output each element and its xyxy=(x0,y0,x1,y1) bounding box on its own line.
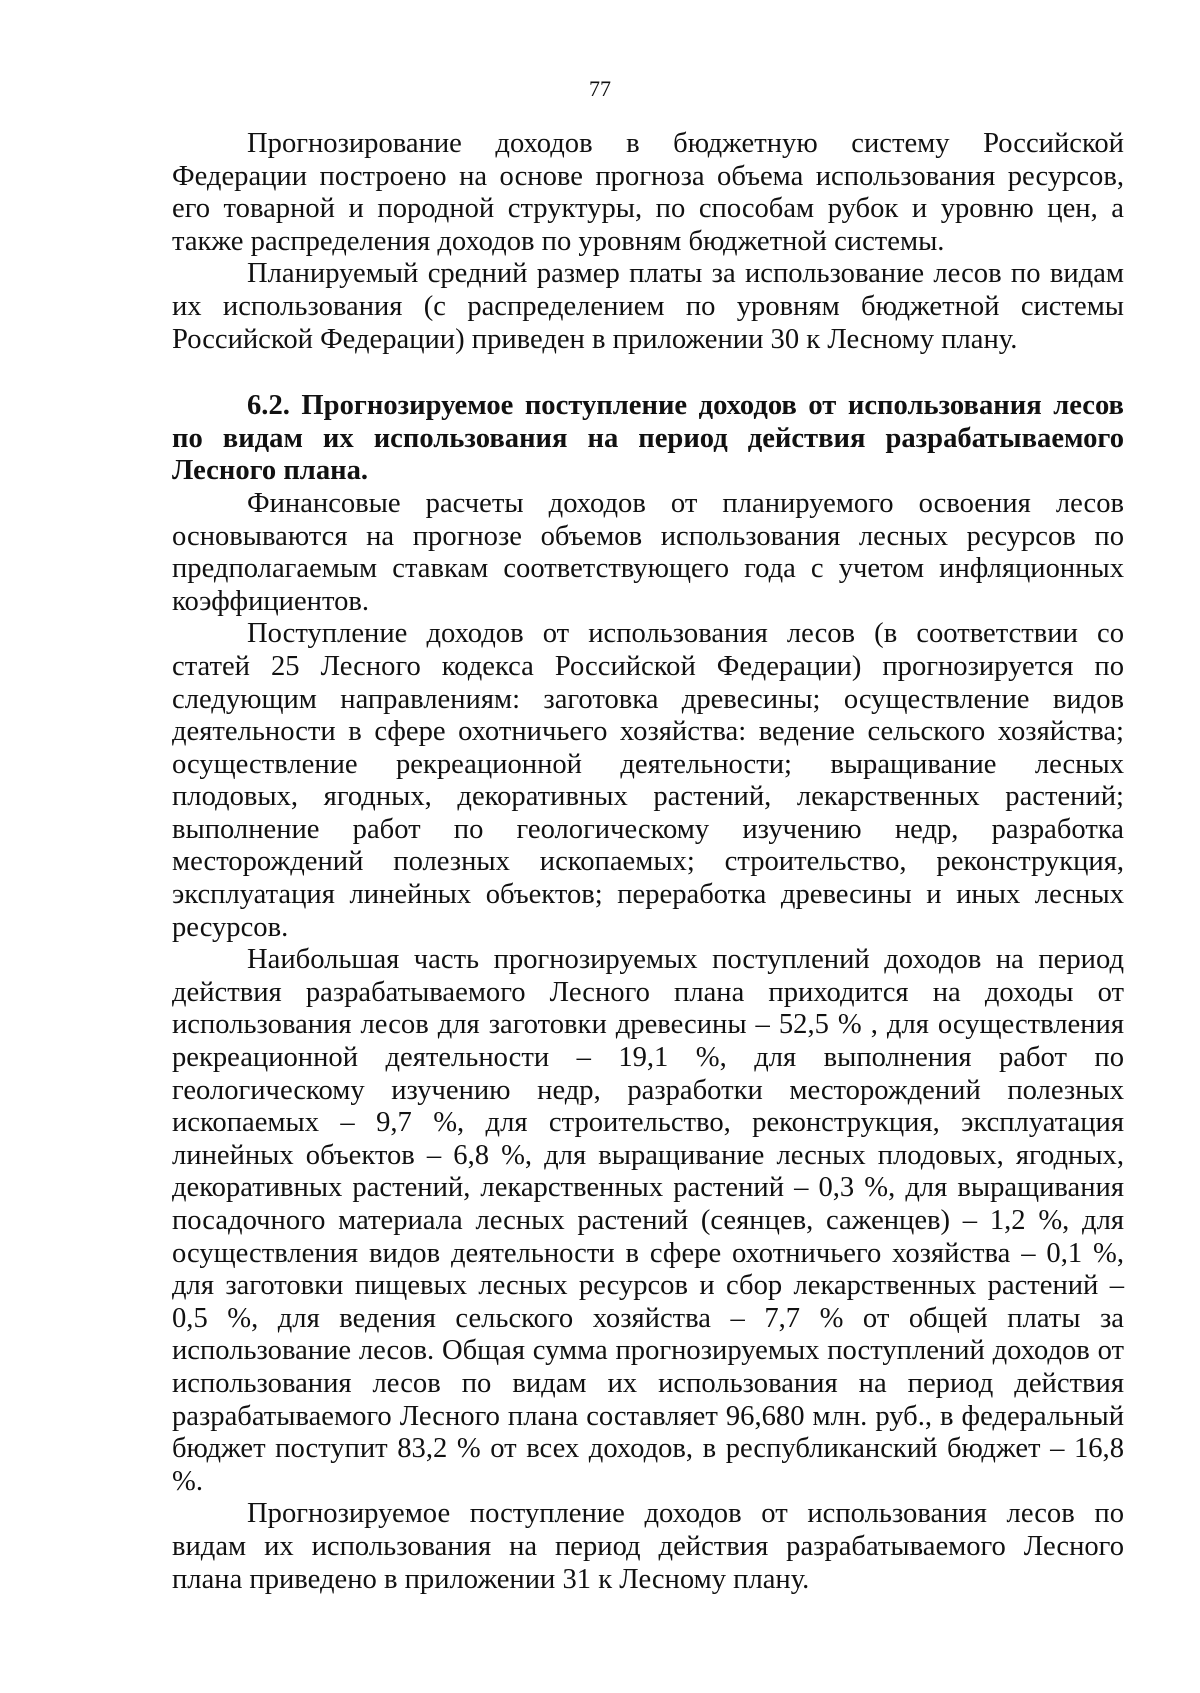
paragraph-income-shares: Наибольшая часть прогнозируемых поступлений доходов на период действия разрабатываемого Лесного плана приходится на доходы от использования лесов для заготовки древесины – 52,5 % , для осуществления рекреационной деятельности – 19,1 %, для выполнения работ по геологическому изучению недр, разработки месторождений полезных ископаемых – 9,7 %, для строительство, реконструкция, эксплуатация линейных объектов – 6,8 %, для выращивание лесных плодовых, ягодных, декоративных растений, лекарственных растений – 0,3 %, для выращивания посадочного материала лесных растений (сеянцев, саженцев) – 1,2 %, для осуществления видов деятельности в сфере охотничьего хозяйства – 0,1 %, для заготовки пищевых лесных ресурсов и сбор лекарственных растений – 0,5 %, для ведения сельского хозяйства – 7,7 % от общей платы за использование лесов. Общая сумма прогнозируемых поступлений доходов от использования лесов по видам их использования на период действия разрабатываемого Лесного плана составляет 96,680 млн. руб., в федеральный бюджет поступит 83,2 % от всех доходов, в республиканский бюджет – 16,8 %. xyxy=(172,944,1124,1497)
page-number: 77 xyxy=(589,76,611,101)
document-body xyxy=(172,128,1124,1596)
paragraph-financial-calculations: Финансовые расчеты доходов от планируемого освоения лесов основываются на прогнозе объемов использования лесных ресурсов по предполагаемым ставкам соответствующего года с учетом инфляционных коэффициентов. xyxy=(172,487,1124,617)
paragraph-income-directions: Поступление доходов от использования лесов (в соответствии со статей 25 Лесного кодекса Российской Федерации) прогнозируется по следующим направлениям: заготовка древесины; осуществление видов деятельности в сфере охотничьего хозяйства: ведение сельского хозяйства; осуществление рекреационной деятельности; выращивание лесных плодовых, ягодных, декоративных растений, лекарственных растений; выполнение работ по геологическому изучению недр, разработка месторождений полезных ископаемых; строительство, реконструкция, эксплуатация линейных объектов; переработка древесины и иных лесных ресурсов. xyxy=(172,618,1124,943)
paragraph-appendix-reference: Прогнозируемое поступление доходов от использования лесов по видам их использования на период действия разрабатываемого Лесного плана приведено в приложении 31 к Лесному плану. xyxy=(172,1498,1124,1595)
paragraph-planned-fee: Планируемый средний размер платы за использование лесов по видам их использования (с распределением по уровням бюджетной системы Российской Федерации) приведен в приложении 30 к Лесному плану. xyxy=(172,258,1124,355)
paragraph-forecast-method: Прогнозирование доходов в бюджетную систему Российской Федерации построено на основе прогноза объема использования ресурсов, его товарной и породной структуры, по способам рубок и уровню цен, а также распределения доходов по уровням бюджетной системы. xyxy=(172,128,1124,257)
section-heading-6-2: 6.2. Прогнозируемое поступление доходов от использования лесов по видам их использования на период действия разрабатываемого Лесного плана. xyxy=(172,390,1124,487)
